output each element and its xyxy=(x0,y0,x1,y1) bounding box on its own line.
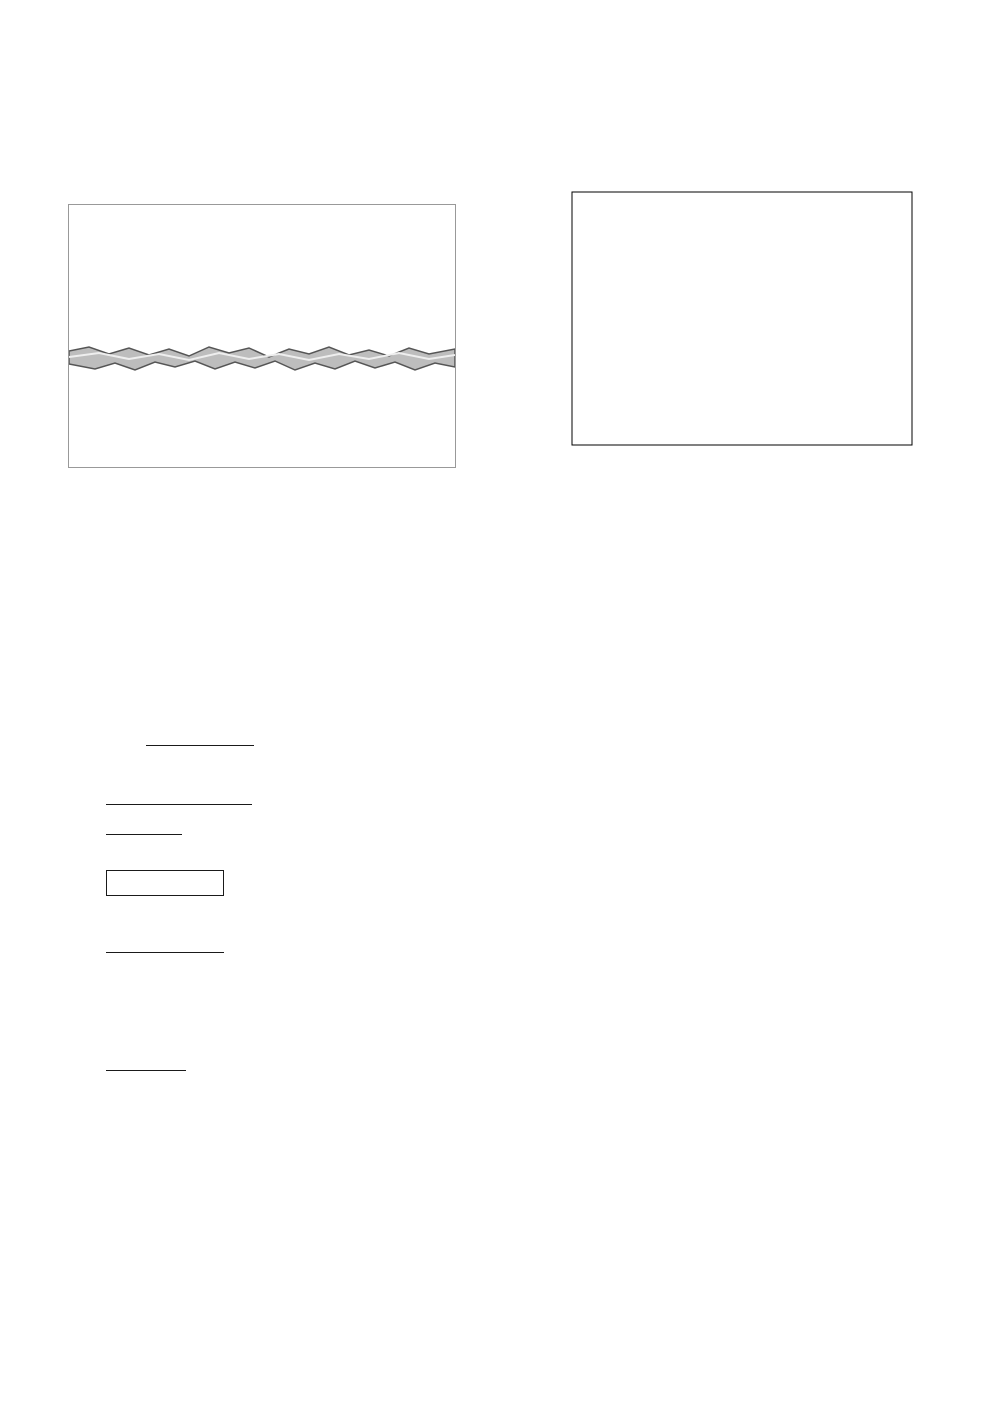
blank-2[interactable] xyxy=(106,784,252,805)
excel-table-figure xyxy=(68,204,456,468)
code-line-10 xyxy=(106,813,182,835)
blank-4[interactable] xyxy=(106,932,224,953)
blank-1[interactable] xyxy=(146,725,254,746)
blank-3[interactable] xyxy=(106,814,182,835)
bar-chart xyxy=(545,170,925,470)
code-line-9 xyxy=(106,783,252,805)
sub-question-2 xyxy=(106,1049,186,1071)
torn-paper-divider xyxy=(69,345,455,371)
chart-frame xyxy=(572,192,912,445)
blank-answer-2[interactable] xyxy=(106,1050,186,1071)
code-line-12 xyxy=(106,870,224,896)
answer-box[interactable] xyxy=(106,870,224,896)
code-line-14 xyxy=(106,931,224,953)
code-line-7 xyxy=(146,724,254,746)
